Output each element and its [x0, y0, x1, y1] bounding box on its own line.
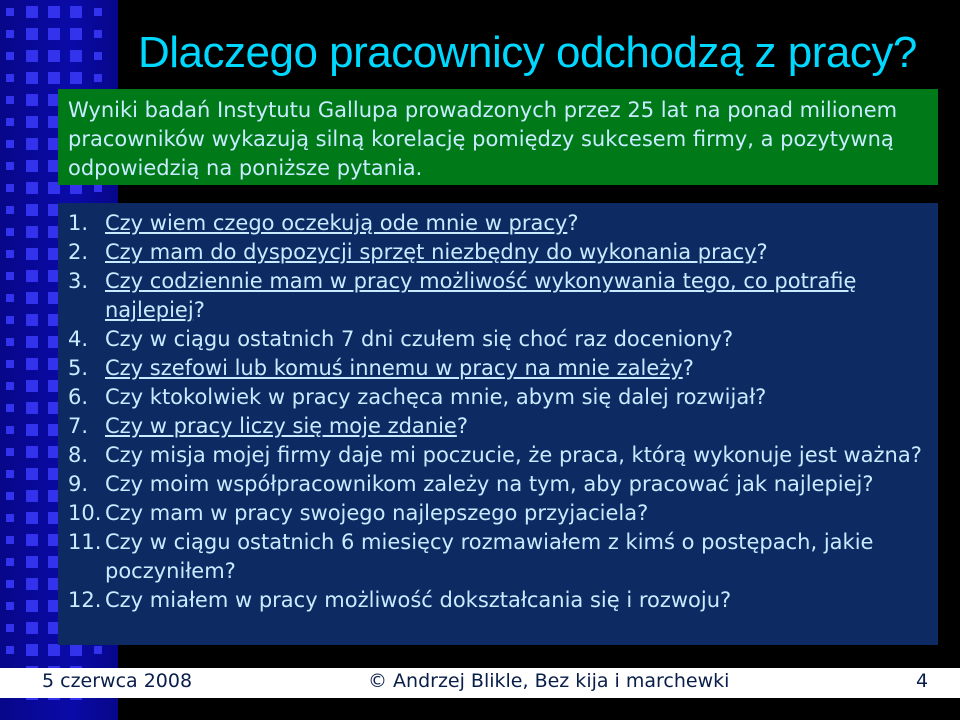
decorative-square [94, 646, 102, 654]
question-item [68, 412, 938, 441]
decorative-square [26, 402, 38, 414]
decorative-square [6, 624, 14, 632]
decorative-square [6, 294, 14, 302]
question-text: Czy w ciągu ostatnich 6 miesięcy rozmawiałem z kimś o postępach, jakie poczyniłem? [105, 530, 874, 583]
question-number: 8. [68, 443, 89, 467]
decorative-square [94, 52, 102, 60]
decorative-square [26, 116, 38, 128]
footer-date: 5 czerwca 2008 [42, 670, 193, 692]
question-text: Czy misja mojej firmy daje mi poczucie, że praca, którą wykonuje jest ważna? [105, 443, 922, 467]
question-number: 2. [68, 240, 89, 264]
decorative-square [48, 50, 60, 62]
question-item [68, 528, 938, 586]
page-number: 4 [916, 670, 929, 692]
decorative-square [26, 556, 38, 568]
question-item [68, 499, 938, 528]
question-number: 7. [68, 414, 89, 438]
decorative-square [6, 404, 14, 412]
decorative-square [26, 182, 38, 194]
decorative-square [48, 28, 60, 40]
decorative-square [6, 74, 14, 82]
decorative-square [6, 184, 14, 192]
decorative-square [26, 578, 38, 590]
question-text: Czy mam do dyspozycji sprzęt niezbędny do wykonania pracy [105, 240, 757, 264]
question-tail: ? [456, 414, 469, 438]
question-number: 10. [68, 501, 102, 525]
decorative-square [26, 622, 38, 634]
question-text: Czy w pracy liczy się moje zdanie [105, 414, 457, 438]
decorative-square [26, 160, 38, 172]
decorative-square [26, 270, 38, 282]
decorative-square [6, 514, 14, 522]
question-number: 1. [68, 211, 89, 235]
question-number: 9. [68, 472, 89, 496]
decorative-square [6, 162, 14, 170]
decorative-square [6, 448, 14, 456]
decorative-square [6, 140, 14, 148]
decorative-square [6, 52, 14, 60]
question-number: 12. [68, 588, 102, 612]
question-item [68, 267, 938, 325]
decorative-square [26, 72, 38, 84]
decorative-square [26, 28, 38, 40]
decorative-square [26, 204, 38, 216]
decorative-square [94, 8, 102, 16]
question-text: Czy ktokolwiek w pracy zachęca mnie, abym się dalej rozwijał? [105, 385, 767, 409]
question-number: 11. [68, 530, 102, 554]
decorative-square [26, 94, 38, 106]
decorative-square [26, 358, 38, 370]
decorative-square [6, 30, 14, 38]
question-number: 6. [68, 385, 89, 409]
question-text: Czy mam w pracy swojego najlepszego przyjaciela? [105, 501, 649, 525]
decorative-square [6, 470, 14, 478]
decorative-square [6, 602, 14, 610]
decorative-square [6, 228, 14, 236]
decorative-square [26, 446, 38, 458]
question-tail: ? [756, 240, 768, 264]
decorative-square [48, 644, 60, 656]
question-item [68, 354, 938, 383]
intro-box [58, 89, 938, 185]
decorative-square [26, 292, 38, 304]
decorative-square [70, 72, 82, 84]
questions-box [58, 203, 938, 645]
decorative-square [6, 8, 14, 16]
question-item [68, 383, 938, 412]
decorative-square [6, 338, 14, 346]
decorative-square [6, 382, 14, 390]
question-number: 3. [68, 269, 89, 293]
decorative-square [94, 30, 102, 38]
decorative-square [26, 424, 38, 436]
decorative-square [70, 28, 82, 40]
question-tail: ? [682, 356, 694, 380]
decorative-square [6, 558, 14, 566]
decorative-square [6, 250, 14, 258]
decorative-square [26, 50, 38, 62]
decorative-square [26, 644, 38, 656]
decorative-square [6, 492, 14, 500]
footer-author: © Andrzej Blikle, Bez kija i marchewki [368, 670, 730, 692]
decorative-square [6, 206, 14, 214]
decorative-square [6, 360, 14, 368]
question-item [68, 325, 938, 354]
decorative-square [6, 316, 14, 324]
decorative-square [26, 534, 38, 546]
question-item [68, 586, 938, 615]
question-text: Czy szefowi lub komuś innemu w pracy na mnie zależy [105, 356, 683, 380]
question-item [68, 209, 938, 238]
decorative-square [6, 272, 14, 280]
slide-title: Dlaczego pracownicy odchodzą z pracy? [138, 28, 917, 77]
decorative-square [26, 226, 38, 238]
decorative-square [26, 314, 38, 326]
intro-text: Wyniki badań Instytutu Gallupa prowadzonych przez 25 lat na ponad milionem pracowników wykazują silną korelację pomiędzy sukcesem firmy, a pozytywną odpowiedzią na poniższe pytania. [68, 98, 898, 180]
footer-bar [0, 668, 960, 698]
question-item [68, 470, 938, 499]
decorative-square [48, 6, 60, 18]
decorative-square [26, 600, 38, 612]
question-number: 5. [68, 356, 89, 380]
question-item [68, 441, 938, 470]
decorative-square [6, 646, 14, 654]
decorative-square [26, 336, 38, 348]
question-text: Czy codziennie mam w pracy możliwość wykonywania tego, co potrafię najlepiej [105, 269, 857, 322]
question-text: Czy moim współpracownikom zależy na tym, aby pracować jak najlepiej? [105, 472, 874, 496]
decorative-square [26, 138, 38, 150]
decorative-square [6, 96, 14, 104]
question-text: Czy wiem czego oczekują ode mnie w pracy [105, 211, 568, 235]
decorative-square [70, 50, 82, 62]
decorative-square [6, 426, 14, 434]
question-text: Czy w ciągu ostatnich 7 dni czułem się choć raz doceniony? [105, 327, 734, 351]
question-text: Czy miałem w pracy możliwość dokształcania się i rozwoju? [105, 588, 732, 612]
question-item [68, 238, 938, 267]
decorative-square [48, 72, 60, 84]
decorative-square [26, 6, 38, 18]
decorative-square [94, 184, 102, 192]
decorative-square [26, 468, 38, 480]
decorative-square [26, 490, 38, 502]
question-list [68, 209, 938, 615]
decorative-square [94, 74, 102, 82]
question-tail: ? [567, 211, 579, 235]
decorative-square [26, 380, 38, 392]
question-tail: ? [193, 298, 205, 322]
decorative-square [26, 248, 38, 260]
decorative-square [6, 580, 14, 588]
decorative-square [26, 512, 38, 524]
decorative-square [6, 536, 14, 544]
decorative-square [6, 118, 14, 126]
decorative-square [70, 644, 82, 656]
decorative-square [70, 6, 82, 18]
question-number: 4. [68, 327, 89, 351]
